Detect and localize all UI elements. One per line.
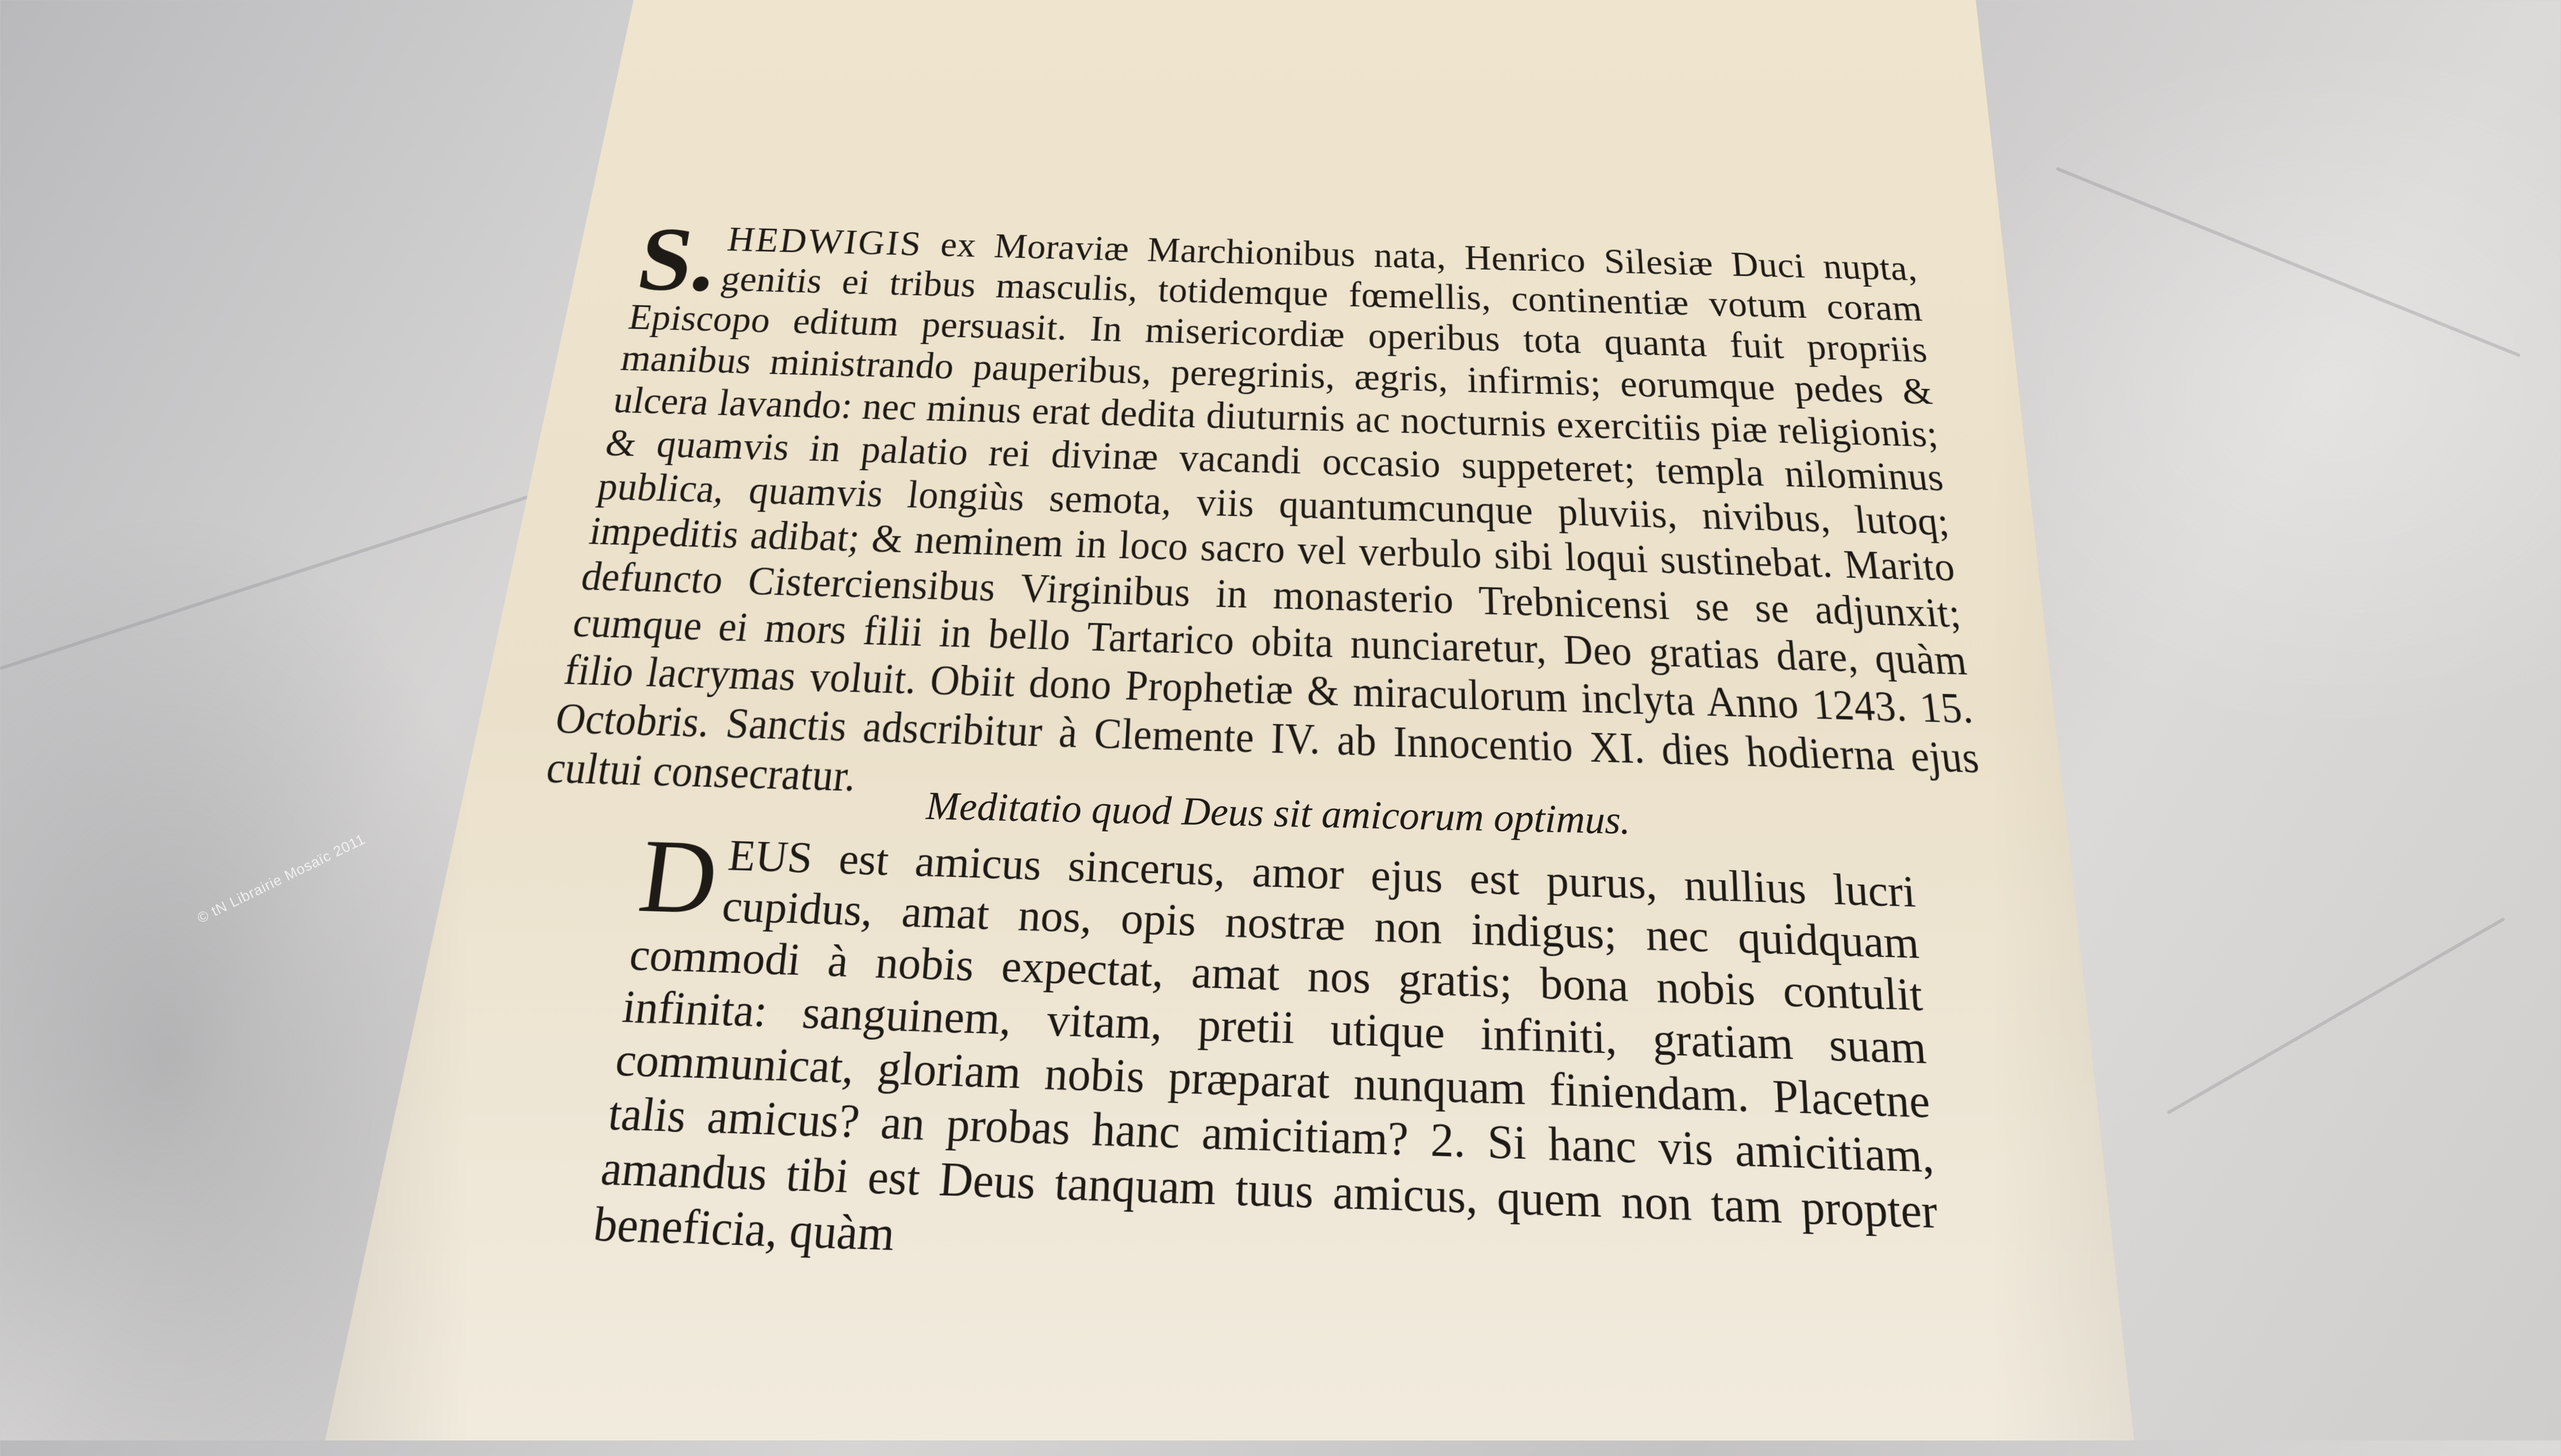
saint-name: HEDWIGIS bbox=[725, 220, 925, 263]
meditation-title: Meditatio quod Deus sit amicorum optimus. bbox=[925, 783, 1631, 843]
meditation-text: EUS est amicus sincerus, amor ejus est purus, nullius lucri cupidus, amat nos, opis nostræ non indigus; nec quidquam commodi à nobis expectat, amat nos gratis; bona nobis contulit infinita: sanguinem, vitam, pretii utique infiniti, gratiam suam communicat, gloriam nobis præparat nunquam finiendam. Placetne talis amicus? an probas hanc amicitiam? 2. Si hanc vis amicitiam, amandus tibi est Deus tanquam tuus amicus, quem non tam propter beneficia, quàm bbox=[590, 831, 1940, 1261]
biography-text: ex Moraviæ Marchionibus nata, Henrico Silesiæ Duci nupta, genitis ei tribus masculis, totidemque fœmellis, continentiæ votum coram Episcopo editum persuasit. In misericordiæ operibus tota quanta fuit propriis manibus ministrando pauperibus, peregrinis, ægris, infirmis; eorumque pedes & ulcera lavando: nec minus erat dedita diuturnis ac nocturnis exercitiis piæ religionis; & quamvis in palatio rei divinæ vacandi occasio suppeteret; templa nilominus publica, quamvis longiùs semota, viis quantumcunque pluviis, nivibus, lutoq; impeditis adibat; & neminem in loco sacro vel verbulo sibi loqui sustinebat. Marito defuncto Cisterciensibus Virginibus in monasterio Trebnicensi se se adjunxit; cumque ei mors filii in bello Tartarico obita nunciaretur, Deo gratias dare, quàm filio lacrymas voluit. Obiit dono Prophetiæ & miraculorum inclyta Anno 1243. 15. Octobris. Sanctis adscribitur à Clemente IV. ab Innocentio XI. dies hodierna ejus cultui consecratur. bbox=[542, 225, 1982, 801]
watermark: © tN Librairie Mosaïc 2011 bbox=[195, 830, 368, 926]
saint-biography bbox=[542, 208, 1988, 834]
page-text bbox=[542, 208, 1982, 1456]
drop-cap-s: S. bbox=[630, 208, 725, 311]
meditation-paragraph bbox=[590, 819, 1943, 1297]
drop-cap-d: D bbox=[632, 819, 724, 937]
